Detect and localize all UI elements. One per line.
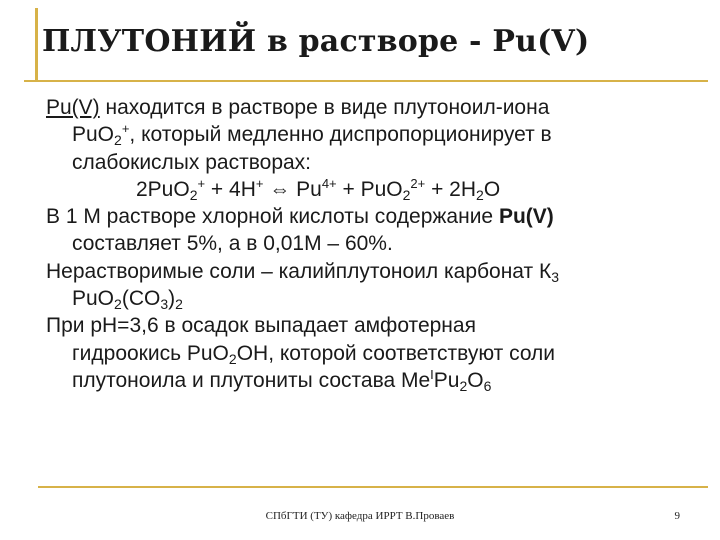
subscript: 2	[476, 186, 484, 203]
paragraph-3-line-1	[46, 258, 706, 285]
superscript: 4+	[321, 175, 337, 191]
title-accent-bar-horizontal	[24, 80, 708, 82]
text: PuO	[72, 287, 115, 311]
text: гидроокись PuO	[72, 341, 229, 365]
paragraph-2-line-2	[46, 230, 706, 257]
paragraph-1-line-2	[46, 121, 706, 148]
text: , который медленно диспропорционирует в	[129, 123, 552, 147]
text: + 2H	[425, 177, 477, 201]
text: O	[483, 177, 501, 201]
superscript: +	[197, 175, 206, 191]
subscript: 2	[114, 296, 122, 313]
text: При рН=3,6 в осадок выпадает амфотерная	[46, 314, 476, 338]
superscript: I	[430, 366, 434, 382]
paragraph-4-line-1	[46, 312, 706, 339]
text: Нерастворимые соли – калийплутоноил карбонат К	[46, 259, 552, 283]
paragraph-1-line-3	[46, 149, 706, 176]
subscript: 2	[402, 186, 411, 203]
paragraph-4-line-2	[46, 340, 706, 367]
subscript: 6	[483, 377, 492, 394]
reaction-equation	[46, 176, 706, 203]
paragraph-4-line-3	[46, 367, 706, 394]
text: ⇔ Pu	[263, 177, 322, 201]
pu5-underlined: Pu(V)	[46, 96, 100, 119]
paragraph-2-line-1	[46, 203, 706, 230]
footer-text: СПбГТИ (ТУ) кафедра ИРРТ В.Проваев	[265, 510, 455, 522]
text: PuO	[72, 123, 115, 147]
subscript: 2	[189, 186, 198, 203]
superscript: +	[121, 121, 130, 137]
subscript: 2	[114, 132, 122, 149]
text: + 4H	[205, 177, 256, 201]
footer-divider	[38, 486, 708, 488]
text: OH, которой соответствуют соли	[236, 341, 556, 365]
superscript: +	[255, 175, 264, 191]
slide-body	[46, 94, 706, 394]
superscript: 2+	[410, 175, 426, 191]
slide-title: ПЛУТОНИЙ в растворе - Pu(V)	[42, 24, 590, 59]
text: слабокислых растворах:	[72, 150, 312, 174]
text: (CO	[121, 287, 161, 311]
text: составляет 5%, а в 0,01М – 60%.	[72, 232, 393, 256]
title-accent-bar-vertical	[35, 8, 38, 82]
text: плутоноила и плутониты состава Me	[72, 368, 431, 392]
page-number: 9	[674, 510, 680, 522]
text: 2PuO	[136, 177, 190, 201]
subscript: 3	[551, 268, 559, 285]
pu5-bold: Pu(V)	[498, 205, 554, 229]
text: находится в растворе в виде плутоноил-иона	[99, 96, 550, 119]
text: В 1 М растворе хлорной кислоты содержание	[46, 205, 499, 229]
paragraph-3-line-2	[46, 285, 706, 312]
paragraph-1-line-1	[46, 94, 706, 121]
text: )	[168, 287, 176, 311]
subscript: 2	[459, 377, 468, 394]
text: O	[467, 368, 484, 392]
subscript: 3	[160, 296, 169, 313]
text: Pu	[433, 368, 460, 392]
text: + PuO	[336, 177, 403, 201]
subscript: 2	[228, 350, 237, 367]
subscript: 2	[175, 296, 183, 313]
